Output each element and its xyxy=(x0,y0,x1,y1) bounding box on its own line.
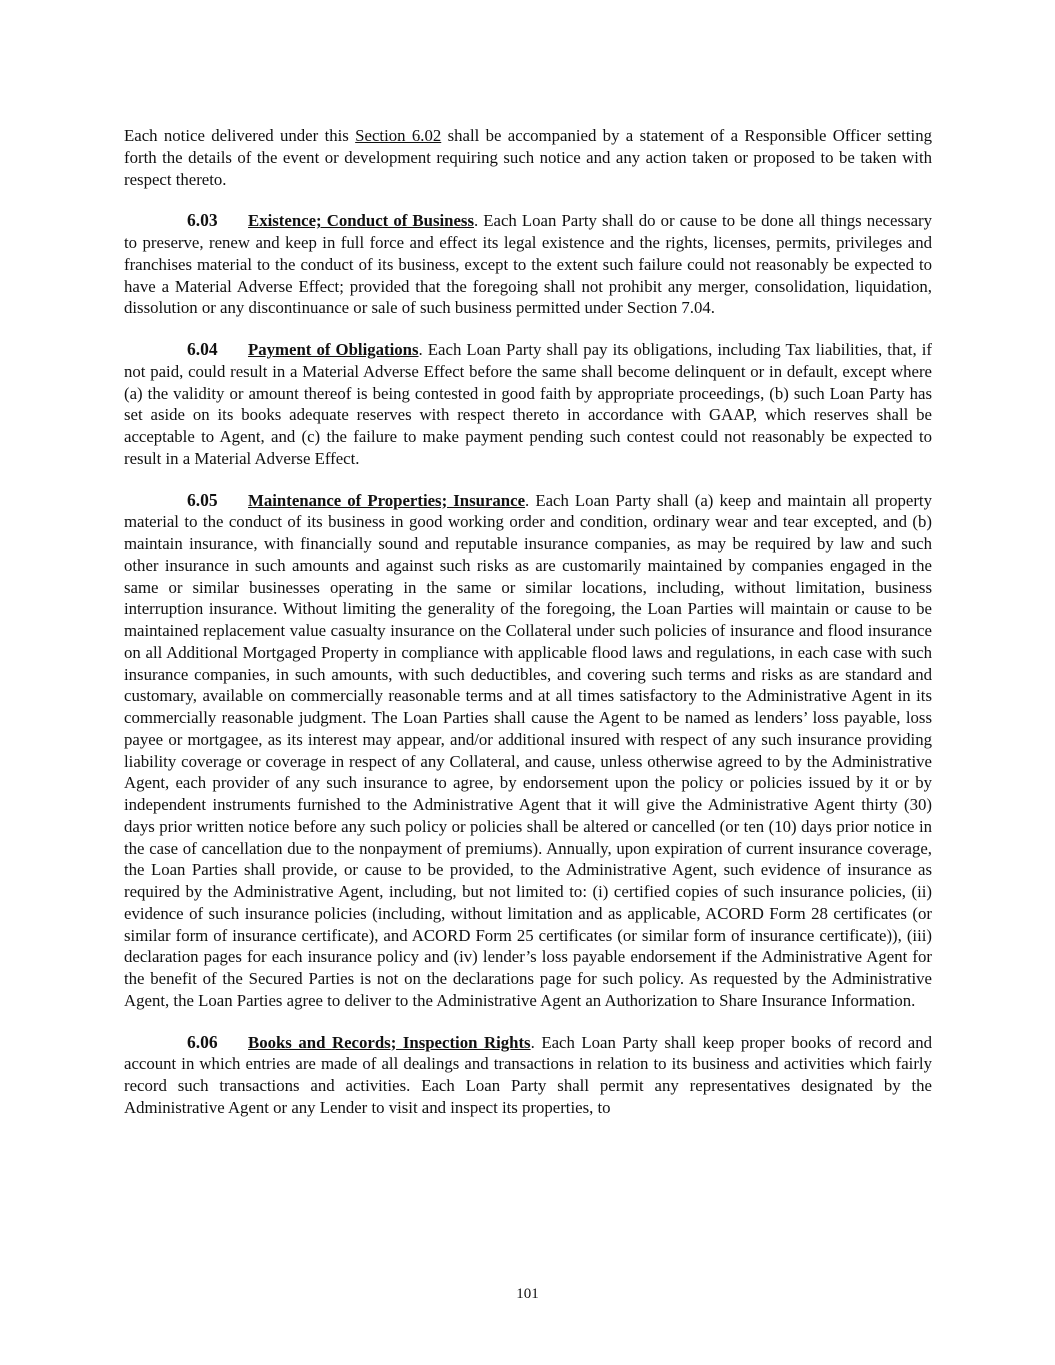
intro-text-after: shall be accompanied by a statement of a Responsible Officer setting forth the details of the event or development requiring such notice and any action taken or proposed to be taken with respect thereto. xyxy=(124,126,933,189)
section-number: 6.06 xyxy=(187,1031,218,1052)
section-number: 6.03 xyxy=(187,210,218,231)
intro-paragraph xyxy=(124,125,932,190)
section-body: . Each Loan Party shall (a) keep and maintain all property material to the conduct of its business in good working order and condition, ordinary wear and tear excepted, and (b) maintain insurance, with financially sound and reputable insurance companies, as may be required by law and such other insurance in such amounts and against such risks as are customarily maintained by companies engaged in the same or similar businesses operating in the same or similar locations, including, without limitation, business interruption insurance. Without limiting the generality of the foregoing, the Loan Parties will maintain or cause to be maintained replacement value casualty insurance on the Collateral under such policies of insurance and flood insurance on all Additional Mortgaged Property in compliance with applicable flood laws and regulations, in each case with such insurance companies, in such amounts, with such deductibles, and covering such terms and risks as are standard and customary, available on commercially reasonable terms and at all times satisfactory to the Administrative Agent in its commercially reasonable judgment. The Loan Parties shall cause the Agent to be named as lenders’ loss payable, loss payee or mortgagee, as its interest may appear, and/or additional insured with respect of any such insurance providing liability coverage or coverage in respect of any Collateral, and cause, unless otherwise agreed to by the Administrative Agent, each provider of any such insurance to agree, by endorsement upon the policy or policies issued by it or by independent instruments furnished to the Administrative Agent that it will give the Administrative Agent thirty (30) days prior written notice before any such policy or policies shall be altered or cancelled (or ten (10) days prior notice in the case of cancellation due to the nonpayment of premiums). Annually, upon expiration of current insurance coverage, the Loan Parties shall provide, or cause to be provided, to the Administrative Agent, such evidence of insurance as required by the Administrative Agent, including, but not limited to: (i) certified copies of such insurance policies, (ii) evidence of such insurance policies (including, without limitation and as applicable, ACORD Form 28 certificates (or similar form of insurance certificate), and ACORD Form 25 certificates (or similar form of insurance certificate)), (iii) declaration pages for each insurance policy and (iv) lender’s loss payable endorsement if the Administrative Agent for the benefit of the Secured Parties is not on the declarations page for such policy. As requested by the Administrative Agent, the Loan Parties agree to deliver to the Administrative Agent an Authorization to Share Insurance Information. xyxy=(124,490,932,1010)
section-heading: Maintenance of Properties; Insurance xyxy=(248,490,526,510)
section-body: . Each Loan Party shall keep proper books of record and account in which entries are made of all dealings and transactions in relation to its business and activities which fairly record such transactions and activities. Each Loan Party shall permit any representatives designated by the Administrative Agent or any Lender to visit and inspect its properties, to xyxy=(124,1032,932,1117)
section-6-04 xyxy=(124,339,932,470)
section-heading: Payment of Obligations xyxy=(248,340,419,359)
section-number: 6.04 xyxy=(187,339,218,359)
section-number: 6.05 xyxy=(187,489,218,510)
section-6-06 xyxy=(124,1032,932,1119)
section-reference: Section 6.02 xyxy=(355,126,442,145)
page-number: 101 xyxy=(516,1286,539,1302)
section-body: . Each Loan Party shall do or cause to be done all things necessary to preserve, renew and keep in full force and effect its legal existence and the rights, licenses, permits, privileges and franchises material to the conduct of its business, except to the extent such failure could not reasonably be expected to have a Material Adverse Effect; provided that the foregoing shall not prohibit any merger, consolidation, liquidation, dissolution or any discontinuance or sale of such business permitted under Section 7.04. xyxy=(124,211,932,318)
intro-text-before: Each notice delivered under this xyxy=(124,126,356,145)
section-heading: Existence; Conduct of Business xyxy=(248,211,474,231)
section-heading: Books and Records; Inspection Rights xyxy=(248,1032,531,1052)
document-page xyxy=(124,125,932,1139)
section-6-03 xyxy=(124,210,932,319)
section-body: . Each Loan Party shall pay its obligations, including Tax liabilities, that, if not paid, could result in a Material Adverse Effect before the same shall become delinquent or in default, except where (a) the validity or amount thereof is being contested in good faith by appropriate proceedings, (b) such Loan Party has set aside on its books adequate reserves with respect thereto in accordance with GAAP, which reserves shall be acceptable to Agent, and (c) the failure to make payment pending such contest could not reasonably be expected to result in a Material Adverse Effect. xyxy=(124,340,932,468)
section-6-05 xyxy=(124,490,932,1012)
